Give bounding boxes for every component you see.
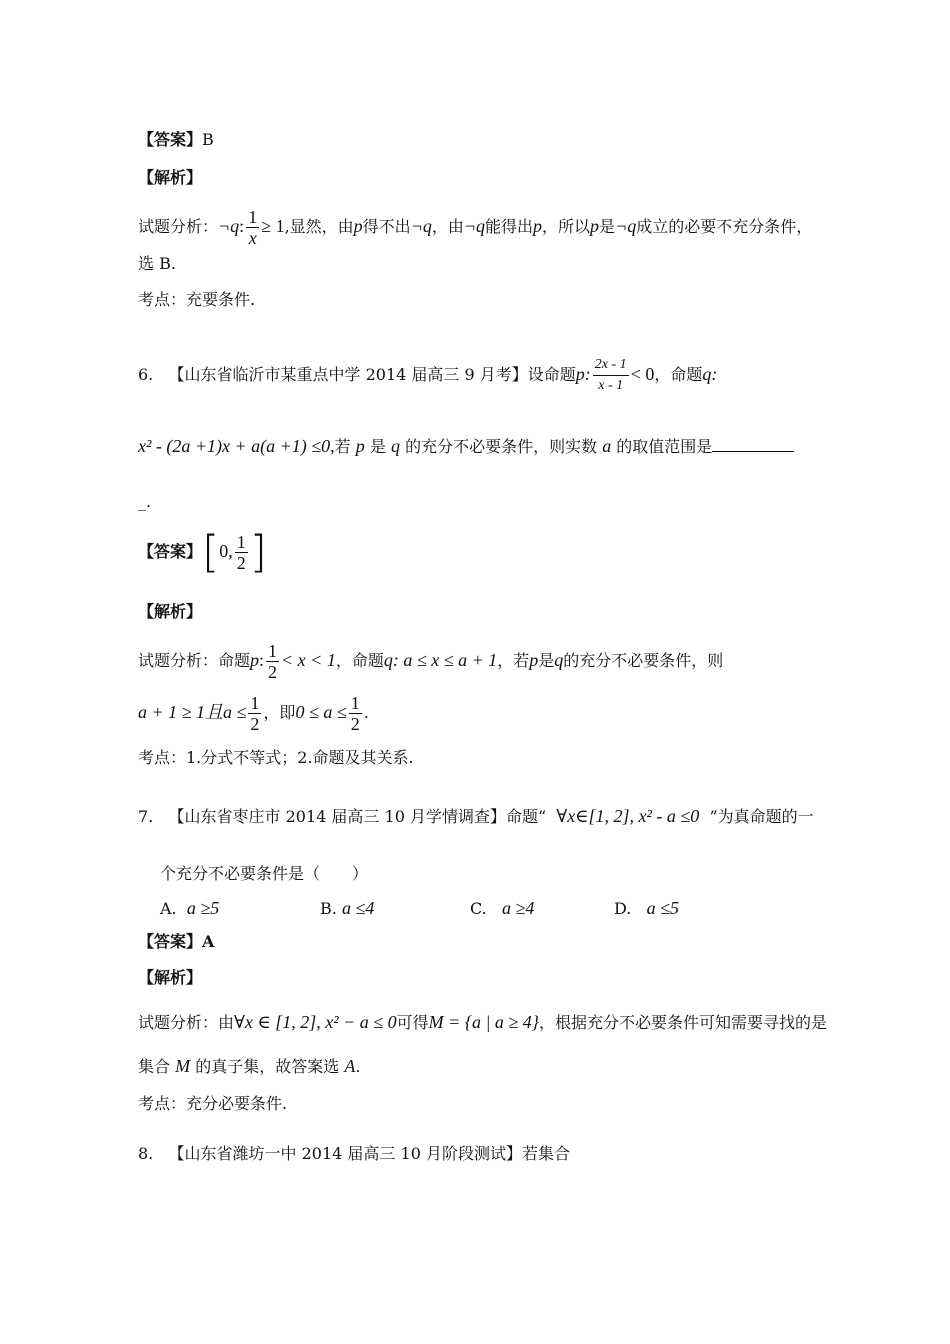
q5-analysis-line: 试题分析：¬q: $\frac{1}{x}$ ≥ 1,显然，由p得不出¬q，由¬q能得出p，所以p是¬q成立的必要不充分条件， xyxy=(138,207,813,248)
q6-fraction: $\frac{2x - 1}{x - 1}$ xyxy=(593,355,629,396)
answer-tag: 【答案】 xyxy=(138,932,203,951)
answer-tag: 【答案】 xyxy=(138,130,203,149)
option-a[interactable]: A. a ≥5 xyxy=(160,898,220,918)
option-b[interactable]: B. a ≤4 xyxy=(320,898,375,918)
q7-analysis-line1: 试题分析：由∀x ∈ [1, 2], x² − a ≤ 0可得M = {a | a ≥ 4}，根据充分不必要条件可知需要寻找的是 xyxy=(138,1012,828,1032)
q7-stem-line2: 个充分不必要条件是（ ） xyxy=(160,864,369,883)
q6-answer-line: 【答案】[0, $\frac{1}{2}$ ] xyxy=(138,526,267,578)
q6-analysis-line1: 试题分析：命题p: $\frac{1}{2}$ < x < 1，命题q: a ≤ x ≤ a + 1，若p是q的充分不必要条件，则 xyxy=(138,641,724,682)
q6-analysis-line2: a + 1 ≥ 1且a ≤ $\frac{1}{2}$ ，即0 ≤ a ≤ $\frac{1}{2}$ . xyxy=(138,693,369,734)
q5-neg-q: ¬q xyxy=(218,216,240,236)
q7-analysis-line2: 集合 M 的真子集，故答案选 A. xyxy=(138,1056,361,1076)
q6-number: 6. xyxy=(138,365,154,384)
q7-answer: A xyxy=(202,932,215,951)
q7-answer-line xyxy=(138,930,214,954)
q6-answer-lower: 0, xyxy=(219,541,233,561)
option-d[interactable]: D. a ≤5 xyxy=(614,898,679,918)
q5-analysis-prefix: 试题分析： xyxy=(138,217,219,236)
option-c[interactable]: C. a ≥4 xyxy=(470,898,535,918)
q5-fraction: $\frac{1}{x}$ xyxy=(248,207,258,248)
answer-blank xyxy=(712,437,794,452)
q6-inequality: x² - (2a +1)x + a(a +1) ≤0, xyxy=(138,436,335,456)
answer-tag: 【答案】 xyxy=(138,542,203,561)
q6-stem-tail: _. xyxy=(138,492,152,511)
q7-source: 【山东省枣庄市 2014 届高三 10 月学情调查】 xyxy=(168,807,506,826)
q7-point: 考点：充分必要条件. xyxy=(138,1094,288,1113)
q8-source: 【山东省潍坊一中 2014 届高三 10 月阶段测试】 xyxy=(168,1144,522,1163)
q5-answer: B xyxy=(202,130,214,149)
q5-analysis-tag: 【解析】 xyxy=(138,168,203,187)
q6-analysis-tag: 【解析】 xyxy=(138,602,203,621)
q6-point: 考点：1.分式不等式；2.命题及其关系. xyxy=(138,748,414,767)
q7-stem-line1: 7. 【山东省枣庄市 2014 届高三 10 月学情调查】命题“ ∀x∈[1, 2], x² - a ≤0 ”为真命题的一 xyxy=(138,806,814,826)
q6-answer-fraction: $\frac{1}{2}$ xyxy=(236,532,246,573)
q8-stem: 8. 【山东省潍坊一中 2014 届高三 10 月阶段测试】若集合 xyxy=(138,1144,570,1163)
q5-point: 考点：充要条件. xyxy=(138,290,256,309)
q7-number: 7. xyxy=(138,807,154,826)
q8-number: 8. xyxy=(138,1144,154,1163)
q7-analysis-tag: 【解析】 xyxy=(138,968,203,987)
q6-stem-line2: x² - (2a +1)x + a(a +1) ≤0,若 p 是 q 的充分不必要条件，则实数 a 的取值范围是 xyxy=(138,434,794,459)
q6-stem-line1: 6. 【山东省临沂市某重点中学 2014 届高三 9 月考】设命题p: $\frac{2x - 1}{x - 1}$ < 0，命题q: xyxy=(138,352,717,397)
q5-answer-line xyxy=(138,128,214,152)
q7-statement: ∀x∈[1, 2], x² - a ≤0 xyxy=(556,806,700,826)
q6-source: 【山东省临沂市某重点中学 2014 届高三 9 月考】 xyxy=(168,365,528,384)
q5-analysis-cont: 选 B. xyxy=(138,254,176,273)
